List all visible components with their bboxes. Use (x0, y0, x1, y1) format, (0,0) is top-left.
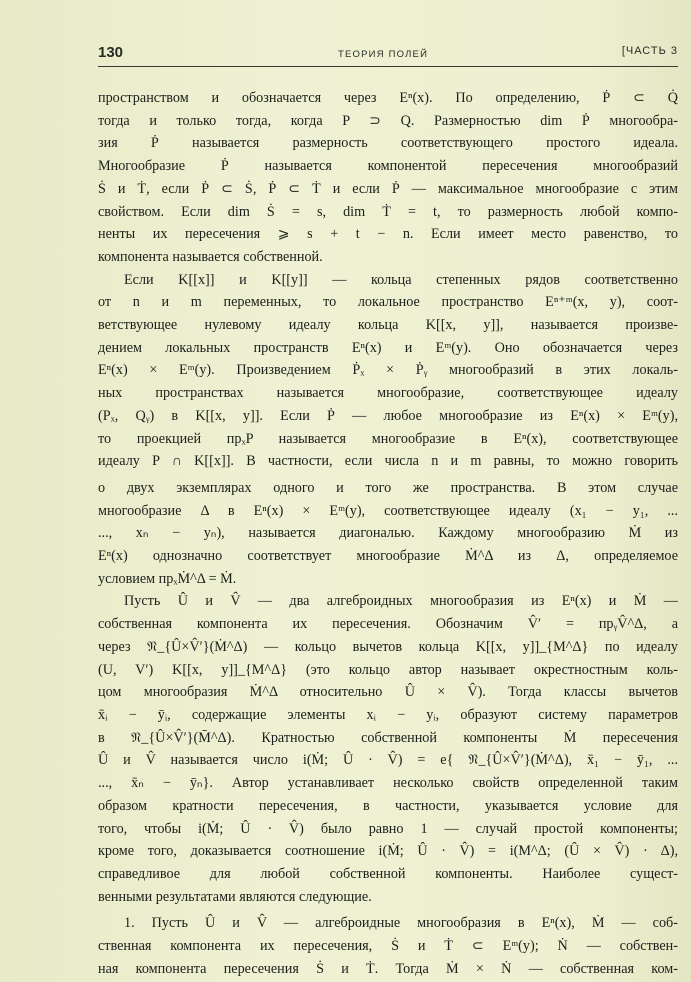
text-line: многообразие Δ в Eⁿ(x) × Eᵐ(y), соответствующее идеалу (x₁ − y₁, ... (98, 502, 678, 519)
text-line: цом многообразия Ṁ^Δ относительно Û × V̂). Тогда классы вычетов (98, 684, 678, 701)
text-line: того, чтобы i(Ṁ; Û · V̂) было равно 1 — случай простой компоненты; (98, 820, 678, 837)
text-line: условием прₓṀ^Δ = Ṁ. (98, 570, 237, 587)
text-line: ных пространствах называется многообразие, соответствующее идеалу (98, 385, 678, 402)
text-line: в 𝔑_{Û×V̂′}(M̄^Δ). Кратностью собственной компоненты Ṁ пересечения (98, 729, 678, 746)
paragraph-start: Если K[[x]] и K[[y]] — кольца степенных рядов соответственно (124, 271, 678, 288)
text-line: от n и m переменных, то локальное пространство Eⁿ⁺ᵐ(x, y), соот- (98, 294, 678, 311)
text-line: ветствующее нулевому идеалу кольца K[[x, y]], называется произве- (98, 317, 678, 334)
text-line: Eⁿ(x) × Eᵐ(y). Произведением Ṗₓ × Ṗᵧ многообразий в этих локаль- (98, 362, 678, 379)
text-line: идеалу P ∩ K[[x]]. В частности, если числа n и m равны, то можно говорить (98, 453, 678, 470)
text-line: собственная компонента их пересечения. Обозначим V̂′ = прᵧV̂^Δ, а (98, 616, 678, 633)
page-number: 130 (98, 44, 124, 61)
text-line: (U, V′) K[[x, y]]_{M^Δ} (это кольцо автор называет окрестностным коль- (98, 661, 678, 678)
page-header (98, 40, 678, 67)
text-line: компонента называется собственной. (98, 248, 323, 265)
text-line: ..., xₙ − yₙ), называется диагональю. Каждому многообразию Ṁ из (98, 525, 678, 542)
part-label: [ЧАСТЬ 3 (621, 45, 678, 57)
text-line: тогда и только тогда, когда P ⊃ Q. Размерностью dim Ṗ многообра- (98, 112, 678, 129)
text-line: свойством. Если dim Ṡ = s, dim Ṫ = t, то размерность любой компо- (98, 203, 678, 220)
text-line: Ṡ и Ṫ, если Ṗ ⊂ Ṡ, Ṗ ⊂ Ṫ и если Ṗ — максимальное многообразие с этим (98, 180, 678, 197)
text-line: ..., x̄ₙ − ȳₙ}. Автор устанавливает несколько свойств определенной таким (98, 775, 678, 792)
text-line: справедливое для любой собственной компоненты. Наиболее сущест- (98, 865, 678, 882)
text-line: Û и V̂ называется число i(Ṁ; Û · V̂) = e{ 𝔑_{Û×V̂′}(Ṁ^Δ), x̄₁ − ȳ₁, ... (98, 752, 678, 769)
text-line: кроме того, доказывается соотношение i(Ṁ; Û · V̂) = i(M^Δ; (Û × V̂) · Δ), (98, 843, 678, 860)
text-line: дением локальных пространств Eⁿ(x) и Eᵐ(y). Оно обозначается через (98, 339, 678, 356)
text-line: о двух экземплярах одного и того же пространства. В этом случае (98, 479, 678, 496)
text-line: пространством и обозначается через Eⁿ(x). По определению, Ṗ ⊂ Q̇ (98, 90, 678, 106)
page-body-text (98, 87, 678, 980)
text-line: то проекцией прₓP называется многообразие в Eⁿ(x), соответствующее (98, 430, 678, 447)
text-line: Eⁿ(x) однозначно соответствует многообразие Ṁ^Δ из Δ, определяемое (98, 548, 678, 565)
text-line: венными результатами являются следующие. (98, 888, 372, 905)
text-line: образом кратности пересечения, в частности, указывается условие для (98, 797, 678, 814)
text-line: через 𝔑_{Û×V̂′}(Ṁ^Δ) — кольцо вычетов кольца K[[x, y]]_{M^Δ} по идеалу (98, 638, 678, 655)
paragraph-start: Пусть Û и V̂ — два алгеброидных многообразия из Eⁿ(x) и Ṁ — (124, 593, 678, 610)
text-line: (Pₓ, Qᵧ) в K[[x, y]]. Если Ṗ — любое многообразие из Eⁿ(x) × Eᵐ(y), (98, 407, 678, 424)
running-title: ТЕОРИЯ ПОЛЕЙ (338, 49, 429, 60)
text-line: ственная компонента их пересечения, Ṡ и Ṫ ⊂ Eᵐ(y); Ṅ — собствен- (98, 938, 678, 955)
numbered-item-1: 1. Пусть Û и V̂ — алгеброидные многообразия в Eⁿ(x), Ṁ — соб- (124, 915, 678, 932)
text-line: ная компонента пересечения Ṡ и Ṫ. Тогда Ṁ × Ṅ — собственная ком- (98, 960, 678, 977)
text-line: Многообразие Ṗ называется компонентой пересечения многообразий (98, 158, 678, 175)
text-line: зия Ṗ называется размерность соответствующего простого идеала. (98, 135, 678, 152)
text-line: x̄ᵢ − ȳᵢ, содержащие элементы xᵢ − yᵢ, образуют систему параметров (98, 706, 678, 723)
text-line: ненты их пересечения ⩾ s + t − n. Если имеет место равенство, то (98, 226, 678, 243)
